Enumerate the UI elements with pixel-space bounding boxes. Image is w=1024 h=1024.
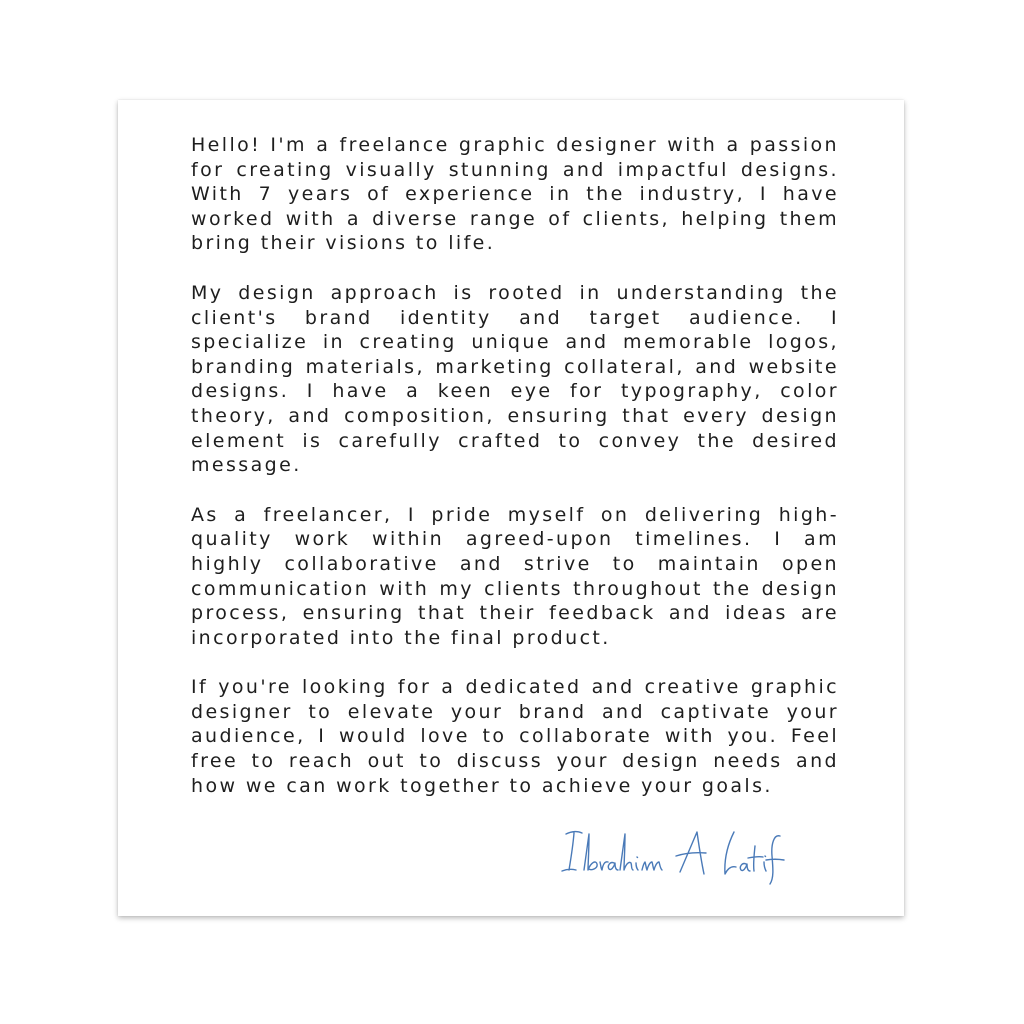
paragraph-closing: If you're looking for a dedicated and creative graphic designer to elevate your brand and captivate your audience, I would love to collaborate with you. Feel free to reach out to discuss your design needs and how we can work together to achieve your goals. <box>191 676 839 797</box>
paragraph-approach: My design approach is rooted in understanding the client's brand identity and target audience. I specialize in creating unique and memorable logos, branding materials, marketing collateral, and website designs. I have a keen eye for typography, color theory, and composition, ensuring that every design element is carefully crafted to convey the desired message. <box>191 281 839 477</box>
letter-page <box>118 100 904 916</box>
paragraph-freelancer: As a freelancer, I pride myself on delivering high-quality work within agreed-upon timelines. I am highly collaborative and strive to maintain open communication with my clients throughout the design process, ensuring that their feedback and ideas are incorporated into the final product. <box>191 503 839 649</box>
signature <box>558 822 818 892</box>
paragraph-intro: Hello! I'm a freelance graphic designer with a passion for creating visually stunning and impactful designs. With 7 years of experience in the industry, I have worked with a diverse range of clients, helping them bring their visions to life. <box>191 134 839 255</box>
signature-graphic <box>558 822 818 892</box>
letter-body <box>191 133 839 823</box>
